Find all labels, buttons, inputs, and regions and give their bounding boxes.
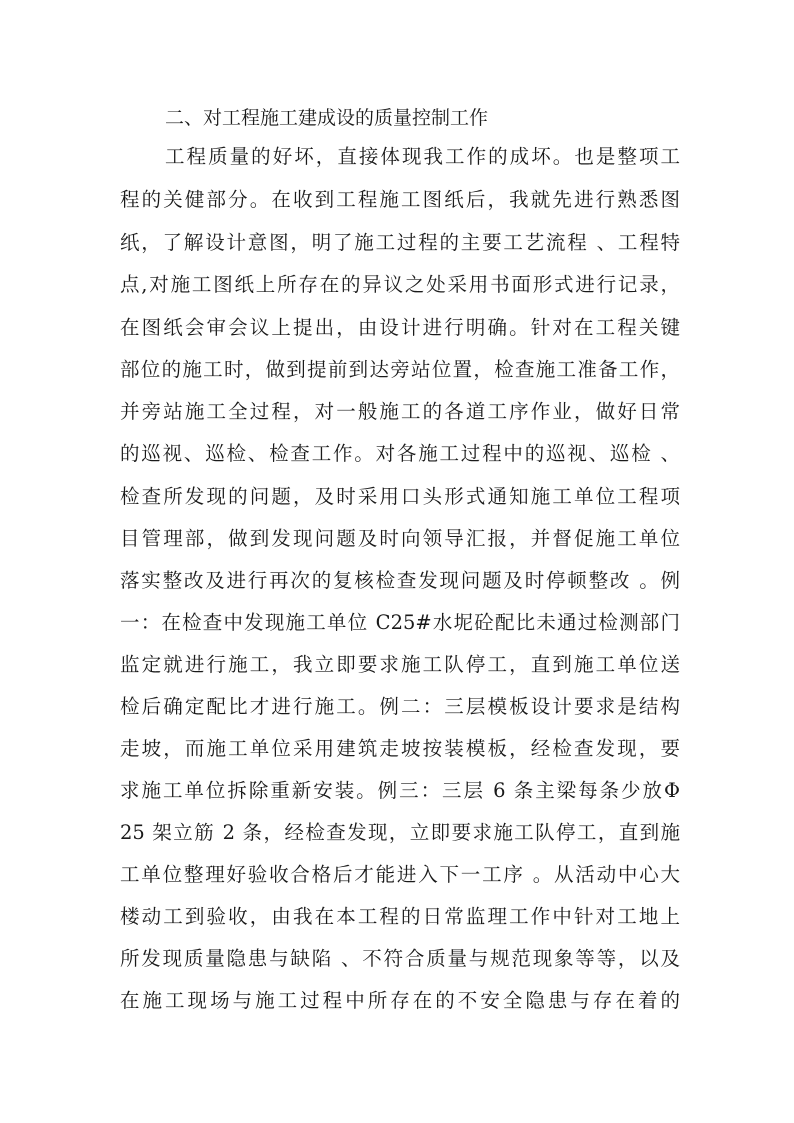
text-line: 走坡，而施工单位采用建筑走坡按装模板，经检查发现，要	[120, 737, 680, 760]
text-line: 检查所发现的问题，及时采用口头形式通知施工单位工程项	[120, 485, 680, 508]
text-line: 一：在检查中发现施工单位 C25#水坭砼配比未通过检测部门	[120, 611, 680, 634]
text-line: 目管理部，做到发现问题及时向领导汇报，并督促施工单位	[120, 527, 680, 550]
text-line: 25 架立筋 2 条，经检查发现，立即要求施工队停工，直到施	[120, 821, 680, 844]
text-line: 的巡视、巡检、检查工作。对各施工过程中的巡视、巡检 、	[120, 442, 680, 465]
text-line: 点,对施工图纸上所存在的异议之处采用书面形式进行记录，	[120, 273, 680, 296]
text-line: 落实整改及进行再次的复核检查发现问题及时停顿整改 。例	[120, 569, 680, 592]
text-line: 求施工单位拆除重新安装。例三：三层 6 条主梁每条少放Φ	[120, 779, 680, 802]
text-line: 楼动工到验收，由我在本工程的日常监理工作中针对工地上	[120, 905, 680, 928]
text-line: 纸，了解设计意图，明了施工过程的主要工艺流程 、工程特	[120, 231, 680, 254]
text-line: 并旁站施工全过程，对一般施工的各道工序作业，做好日常	[120, 400, 680, 423]
text-line: 监定就进行施工，我立即要求施工队停工，直到施工单位送	[120, 653, 680, 676]
text-line: 在图纸会审会议上提出，由设计进行明确。针对在工程关键	[120, 316, 680, 339]
text-line: 工单位整理好验收合格后才能进入下一工序 。从活动中心大	[120, 863, 680, 886]
text-line: 工程质量的好坏，直接体现我工作的成坏。也是整项工	[165, 145, 680, 168]
text-line: 所发现质量隐患与缺陷 、不符合质量与规范现象等等，以及	[120, 947, 680, 970]
text-line: 在施工现场与施工过程中所存在的不安全隐患与存在着的	[120, 989, 680, 1012]
text-line: 部位的施工时，做到提前到达旁站位置，检查施工准备工作，	[120, 358, 680, 381]
text-line: 检后确定配比才进行施工。例二：三层模板设计要求是结构	[120, 695, 680, 718]
section-heading: 二、对工程施工建成设的质量控制工作	[165, 107, 489, 129]
text-line: 程的关健部分。在收到工程施工图纸后，我就先进行熟悉图	[120, 188, 680, 211]
